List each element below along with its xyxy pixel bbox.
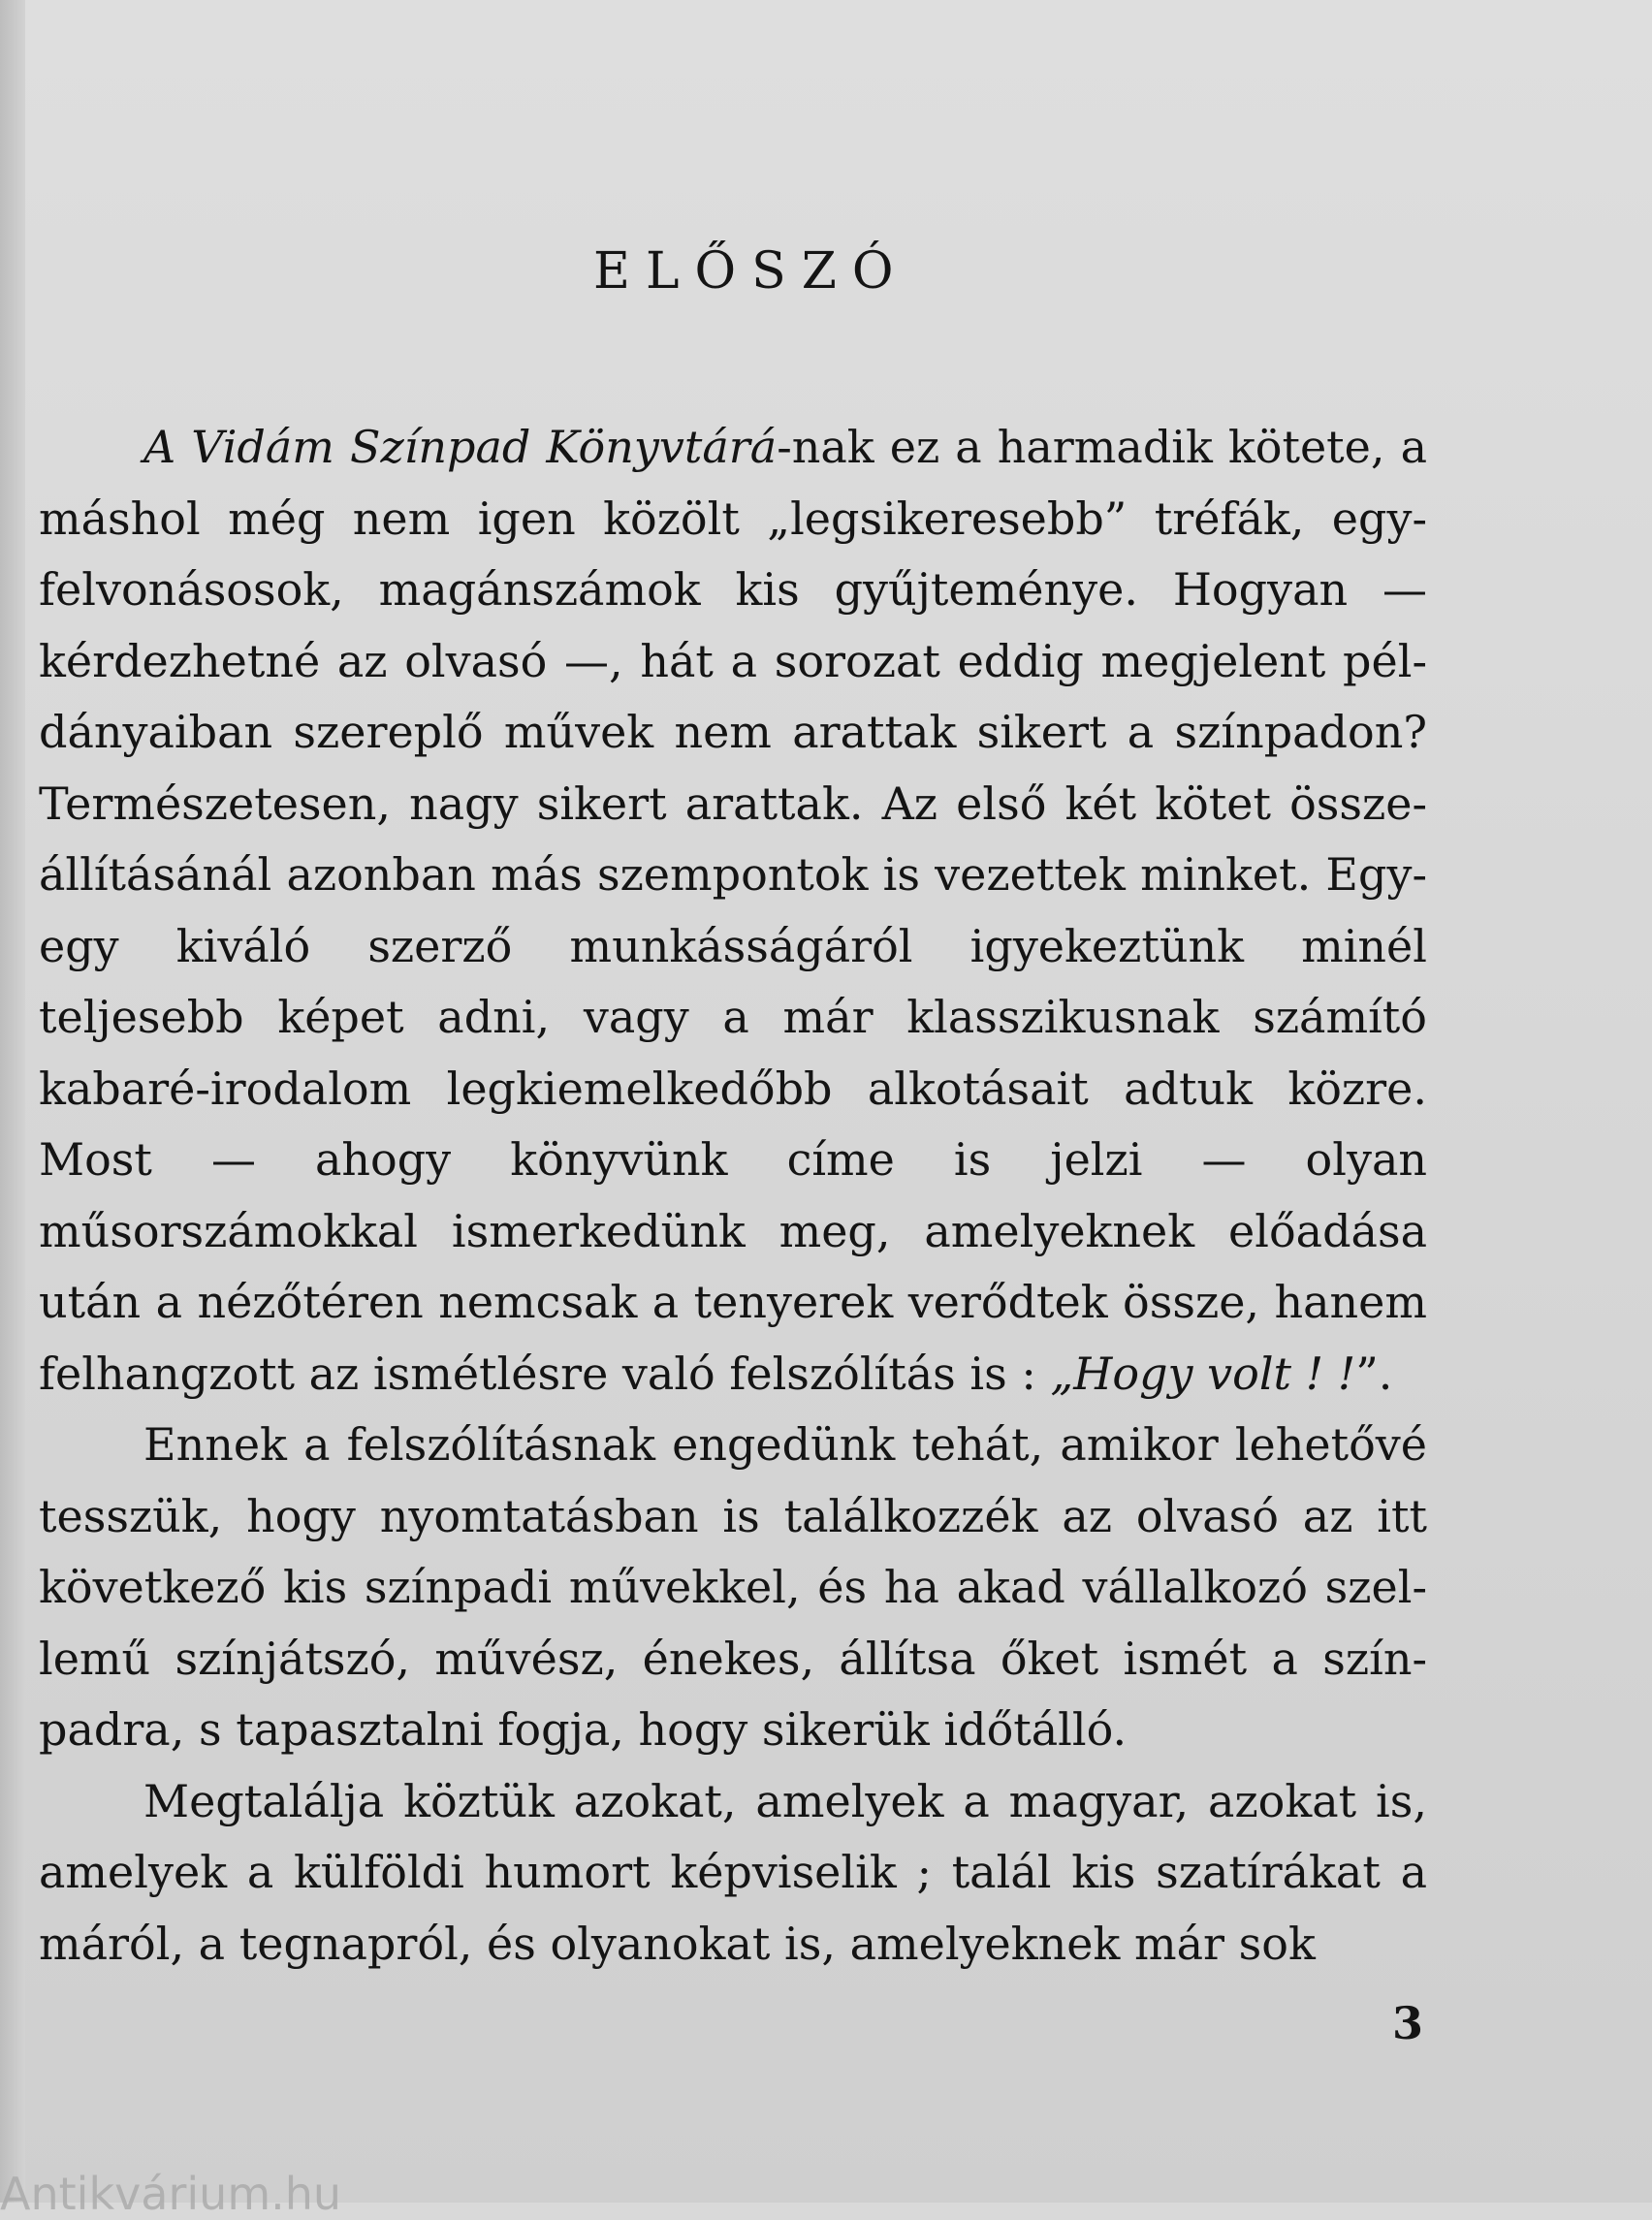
quote-closing: ”.: [1355, 1347, 1393, 1400]
paragraph-1-text: -nak ez a harmadik kötete, a máshol még nem igen közölt „legsikeresebb” tréfák, egyfelvonásosok, magánszámok kis gyűjteménye. Hogyan — kérdezhetné az olvasó —, hát a sorozat eddig megjelent példányaiban szereplő művek nem arattak sikert a színpadon? Természetesen, nagy sikert arattak. Az első két kötet összeállításánál azonban más szempontok is vezettek minket. Egy-egy kiváló szerző munkásságáról igyekeztünk minél teljesebb képet adni, vagy a már klasszikusnak számító kabaré-irodalom legkiemelkedőbb alkotásait adtuk közre. Most — ahogy könyvünk címe is jelzi — olyan műsorszámokkal ismerkedünk meg, amelyeknek előadása után a nézőtéren nemcsak a tenyerek verődtek össze, hanem felhangzott az ismétlésre való felszólítás is :: [39, 421, 1428, 1400]
watermark-text: Antikvárium.hu: [0, 2168, 342, 2220]
page-gutter-shadow: [0, 0, 25, 2203]
body-text: [39, 412, 1427, 1980]
page-number: 3: [1392, 1997, 1424, 2049]
page-title: ELŐSZÓ: [593, 242, 909, 301]
quoted-exclamation: „Hogy volt ! !: [1050, 1347, 1356, 1400]
book-series-title: A Vidám Színpad Könyvtárá: [143, 421, 778, 473]
paragraph-1: [39, 412, 1427, 1410]
paragraph-3: Megtalálja köztük azokat, amelyek a magyar, azokat is, amelyek a külföldi humort képviselik ; talál kis szatírákat a máról, a tegnapról, és olyanokat is, amelyeknek már sok: [39, 1774, 1427, 1970]
paragraph-2: Ennek a felszólításnak engedünk tehát, amikor lehetővé tesszük, hogy nyomtatásban is találkozzék az olvasó az itt következő kis színpadi művekkel, és ha akad vállalkozó szellemű színjátszó, művész, énekes, állítsa őket ismét a színpadra, s tapasztalni fogja, hogy sikerük időtálló.: [39, 1418, 1427, 1756]
